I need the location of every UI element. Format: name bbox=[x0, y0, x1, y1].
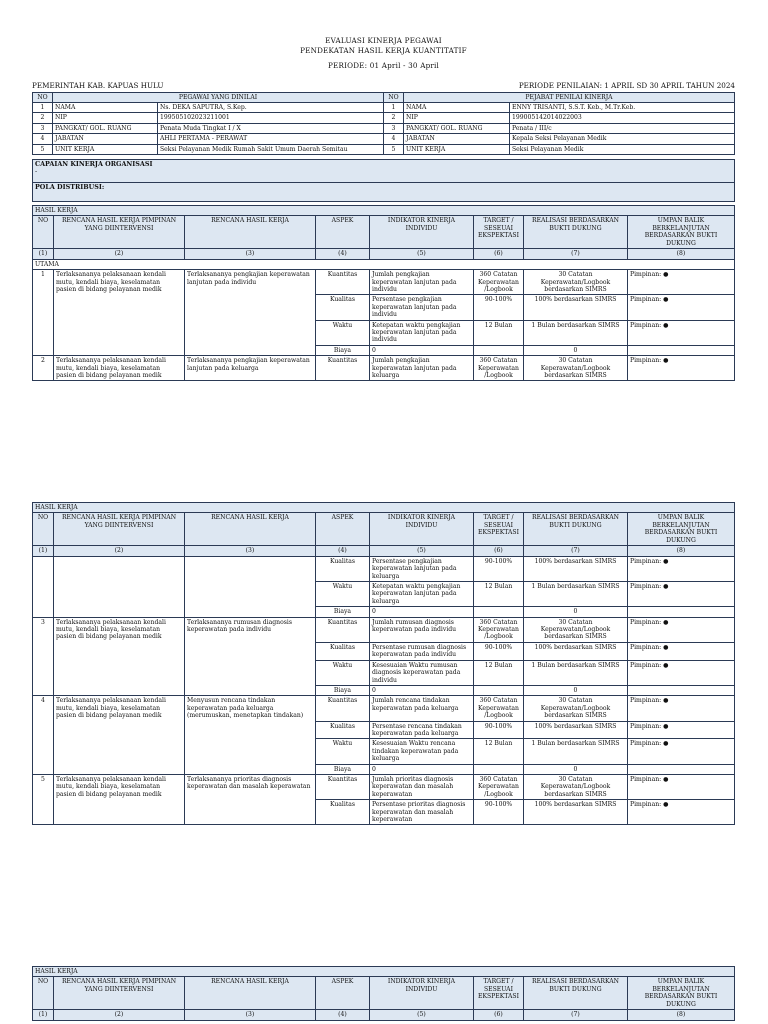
column-header: TARGET / SESEUAI EKSPEKTASI bbox=[474, 977, 524, 1010]
realisasi-cell: 30 Catatan Keperawatan/Logbook berdasarkan SIMRS bbox=[524, 774, 628, 799]
column-header: RENCANA HASIL KERJA PIMPINAN YANG DIINTERVENSI bbox=[54, 216, 185, 249]
column-header: ASPEK bbox=[316, 216, 370, 249]
rhk-pimpinan-cell: Terlaksananya pelaksanaan kendali mutu, kendali biaya, keselamatan pasien di bidang pelayanan medik bbox=[54, 617, 185, 696]
indikator-cell: 0 bbox=[370, 345, 474, 355]
rhk-pimpinan-cell: Terlaksananya pelaksanaan kendali mutu, kendali biaya, keselamatan pasien di bidang pelayanan medik bbox=[54, 356, 185, 381]
info-no: 3 bbox=[33, 123, 53, 133]
pejabat-value: Penata / III/c bbox=[510, 123, 735, 133]
info-label: JABATAN bbox=[53, 134, 158, 144]
aspek-cell: Kualitas bbox=[316, 800, 370, 825]
info-row bbox=[33, 102, 735, 112]
column-header: INDIKATOR KINERJA INDIVIDU bbox=[370, 216, 474, 249]
target-cell bbox=[474, 607, 524, 617]
rhk-cell: Terlaksananya pengkajian keperawatan lanjutan pada individu bbox=[185, 270, 316, 356]
government-label: PEMERINTAH KAB. KAPUAS HULU bbox=[32, 80, 164, 90]
section-title: HASIL KERJA bbox=[33, 503, 735, 513]
column-number: (6) bbox=[474, 1010, 524, 1020]
aspek-cell: Waktu bbox=[316, 320, 370, 345]
info-no: 1 bbox=[384, 102, 404, 112]
indikator-cell: Jumlah pengkajian keperawatan lanjutan pada keluarga bbox=[370, 356, 474, 381]
column-header: REALISASI BERDASARKAN BUKTI DUKUNG bbox=[524, 977, 628, 1010]
realisasi-cell: 100% berdasarkan SIMRS bbox=[524, 721, 628, 739]
item-no: 2 bbox=[33, 356, 54, 381]
column-header: RENCANA HASIL KERJA bbox=[185, 513, 316, 546]
umpan-balik-cell: Pimpinan: ● bbox=[628, 295, 735, 320]
realisasi-cell: 1 Bulan berdasarkan SIMRS bbox=[524, 660, 628, 685]
column-header: ASPEK bbox=[316, 977, 370, 1010]
hasil-kerja-table-2 bbox=[32, 502, 735, 825]
pejabat-value: 199005142014022003 bbox=[510, 113, 735, 123]
pegawai-value: Penata Muda Tingkat I / X bbox=[158, 123, 384, 133]
column-header: RENCANA HASIL KERJA bbox=[185, 216, 316, 249]
aspek-cell: Kuantitas bbox=[316, 617, 370, 642]
column-number: (8) bbox=[628, 249, 735, 259]
info-label: UNIT KERJA bbox=[53, 144, 158, 154]
realisasi-cell: 0 bbox=[524, 607, 628, 617]
column-number: (5) bbox=[370, 546, 474, 556]
no-header: NO bbox=[33, 92, 53, 102]
column-header: UMPAN BALIK BERKELANJUTAN BERDASARKAN BUKTI DUKUNG bbox=[628, 216, 735, 249]
column-number: (6) bbox=[474, 546, 524, 556]
hasil-kerja-table-1 bbox=[32, 205, 735, 382]
column-header: UMPAN BALIK BERKELANJUTAN BERDASARKAN BUKTI DUKUNG bbox=[628, 513, 735, 546]
periode-label: PERIODE: 01 April - 30 April bbox=[327, 61, 440, 70]
column-header: INDIKATOR KINERJA INDIVIDU bbox=[370, 977, 474, 1010]
rhk-cell: Terlaksananya pengkajian keperawatan lanjutan pada keluarga bbox=[185, 356, 316, 381]
column-number: (4) bbox=[316, 249, 370, 259]
info-label: PANGKAT/ GOL. RUANG bbox=[53, 123, 158, 133]
item-no: 3 bbox=[33, 617, 54, 696]
indikator-cell: Ketepatan waktu pengkajian keperawatan lanjutan pada individu bbox=[370, 320, 474, 345]
pejabat-header: PEJABAT PENILAI KINERJA bbox=[404, 92, 735, 102]
umpan-balik-cell: Pimpinan: ● bbox=[628, 642, 735, 660]
info-label: PANGKAT/ GOL. RUANG bbox=[404, 123, 510, 133]
header-line bbox=[32, 81, 735, 90]
column-number: (3) bbox=[185, 1010, 316, 1020]
column-header: UMPAN BALIK BERKELANJUTAN BERDASARKAN BUKTI DUKUNG bbox=[628, 977, 735, 1010]
umpan-balik-cell: Pimpinan: ● bbox=[628, 270, 735, 295]
realisasi-cell: 100% berdasarkan SIMRS bbox=[524, 556, 628, 581]
info-label: NAMA bbox=[53, 102, 158, 112]
info-no: 4 bbox=[384, 134, 404, 144]
indikator-cell: Persentase prioritas diagnosis keperawatan dan masalah keperawatan bbox=[370, 800, 474, 825]
column-header: NO bbox=[33, 216, 54, 249]
column-number: (4) bbox=[316, 1010, 370, 1020]
capaian-value: - bbox=[35, 167, 38, 176]
target-cell: 360 Catatan Keperawatan /Logbook bbox=[474, 356, 524, 381]
column-number: (2) bbox=[54, 1010, 185, 1020]
item-no: 5 bbox=[33, 774, 54, 824]
doc-title: EVALUASI KINERJA PEGAWAI bbox=[325, 36, 442, 45]
umpan-balik-cell bbox=[628, 345, 735, 355]
column-number: (4) bbox=[316, 546, 370, 556]
column-number: (3) bbox=[185, 249, 316, 259]
pegawai-value: AHLI PERTAMA - PERAWAT bbox=[158, 134, 384, 144]
umpan-balik-cell: Pimpinan: ● bbox=[628, 721, 735, 739]
realisasi-cell: 0 bbox=[524, 685, 628, 695]
realisasi-cell: 100% berdasarkan SIMRS bbox=[524, 642, 628, 660]
table-row bbox=[33, 556, 735, 581]
aspek-cell: Kualitas bbox=[316, 642, 370, 660]
column-number: (7) bbox=[524, 546, 628, 556]
indikator-cell: Persentase rencana tindakan keperawatan pada keluarga bbox=[370, 721, 474, 739]
aspek-cell: Kualitas bbox=[316, 721, 370, 739]
umpan-balik-cell bbox=[628, 607, 735, 617]
capaian-organisasi: CAPAIAN KINERJA ORGANISASI - bbox=[33, 159, 735, 182]
umpan-balik-cell: Pimpinan: ● bbox=[628, 617, 735, 642]
rhk-cell: Terlaksananya prioritas diagnosis keperawatan dan masalah keperawatan bbox=[185, 774, 316, 824]
target-cell: 360 Catatan Keperawatan /Logbook bbox=[474, 774, 524, 799]
target-cell: 12 Bulan bbox=[474, 582, 524, 607]
table-row bbox=[33, 617, 735, 642]
aspek-cell: Waktu bbox=[316, 660, 370, 685]
aspek-cell: Kuantitas bbox=[316, 696, 370, 721]
table-row bbox=[33, 774, 735, 799]
rhk-cell bbox=[185, 556, 316, 617]
column-number: (8) bbox=[628, 1010, 735, 1020]
indikator-cell: Jumlah prioritas diagnosis keperawatan dan masalah keperawatan bbox=[370, 774, 474, 799]
indikator-cell: Jumlah pengkajian keperawatan lanjutan pada individu bbox=[370, 270, 474, 295]
indikator-cell: Ketepatan waktu pengkajian keperawatan lanjutan pada keluarga bbox=[370, 582, 474, 607]
info-table bbox=[32, 92, 735, 155]
target-cell: 12 Bulan bbox=[474, 320, 524, 345]
realisasi-cell: 0 bbox=[524, 345, 628, 355]
realisasi-cell: 0 bbox=[524, 764, 628, 774]
info-label: NIP bbox=[53, 113, 158, 123]
umpan-balik-cell: Pimpinan: ● bbox=[628, 696, 735, 721]
aspek-cell: Kuantitas bbox=[316, 270, 370, 295]
column-number: (8) bbox=[628, 546, 735, 556]
target-cell bbox=[474, 685, 524, 695]
realisasi-cell: 1 Bulan berdasarkan SIMRS bbox=[524, 320, 628, 345]
document-header bbox=[32, 36, 735, 71]
umpan-balik-cell: Pimpinan: ● bbox=[628, 739, 735, 764]
rhk-cell: Menyusun rencana tindakan keperawatan pada keluarga (merumuskan, menetapkan tindakan) bbox=[185, 696, 316, 775]
column-header: RENCANA HASIL KERJA PIMPINAN YANG DIINTERVENSI bbox=[54, 513, 185, 546]
pejabat-value: Kepala Seksi Pelayanan Medik bbox=[510, 134, 735, 144]
doc-subtitle: PENDEKATAN HASIL KERJA KUANTITATIF bbox=[300, 45, 467, 55]
column-header: ASPEK bbox=[316, 513, 370, 546]
table-row bbox=[33, 270, 735, 295]
aspek-cell: Kualitas bbox=[316, 295, 370, 320]
section-title: HASIL KERJA bbox=[33, 205, 735, 215]
column-header: RENCANA HASIL KERJA bbox=[185, 977, 316, 1010]
umpan-balik-cell: Pimpinan: ● bbox=[628, 582, 735, 607]
info-row bbox=[33, 113, 735, 123]
info-label: NAMA bbox=[404, 102, 510, 112]
assessment-period: PERIODE PENILAIAN: 1 APRIL SD 30 APRIL TAHUN 2024 bbox=[518, 80, 735, 90]
info-no: 3 bbox=[384, 123, 404, 133]
info-row bbox=[33, 134, 735, 144]
indikator-cell: Jumlah rumusan diagnosis keperawatan pada individu bbox=[370, 617, 474, 642]
pejabat-value: Seksi Pelayanan Medik bbox=[510, 144, 735, 154]
info-label: JABATAN bbox=[404, 134, 510, 144]
table-row bbox=[33, 696, 735, 721]
info-no: 4 bbox=[33, 134, 53, 144]
umpan-balik-cell: Pimpinan: ● bbox=[628, 800, 735, 825]
column-header: NO bbox=[33, 513, 54, 546]
column-header: REALISASI BERDASARKAN BUKTI DUKUNG bbox=[524, 216, 628, 249]
info-no: 5 bbox=[33, 144, 53, 154]
utama-label: UTAMA bbox=[33, 259, 735, 269]
aspek-cell: Kuantitas bbox=[316, 774, 370, 799]
pejabat-value: ENNY TRISANTI, S.S.T. Keb., M.Tr.Keb. bbox=[510, 102, 735, 112]
page-2 bbox=[32, 502, 735, 825]
target-cell: 90-100% bbox=[474, 721, 524, 739]
umpan-balik-cell: Pimpinan: ● bbox=[628, 774, 735, 799]
info-no: 5 bbox=[384, 144, 404, 154]
info-no: 1 bbox=[33, 102, 53, 112]
target-cell: 90-100% bbox=[474, 556, 524, 581]
aspek-cell: Biaya bbox=[316, 345, 370, 355]
target-cell: 360 Catatan Keperawatan /Logbook bbox=[474, 270, 524, 295]
pegawai-value: Seksi Pelayanan Medik Rumah Sakit Umum Daerah Semitau bbox=[158, 144, 384, 154]
umpan-balik-cell: Pimpinan: ● bbox=[628, 556, 735, 581]
info-label: UNIT KERJA bbox=[404, 144, 510, 154]
umpan-balik-cell: Pimpinan: ● bbox=[628, 356, 735, 381]
pegawai-header: PEGAWAI YANG DINILAI bbox=[53, 92, 384, 102]
column-number: (2) bbox=[54, 249, 185, 259]
column-header: INDIKATOR KINERJA INDIVIDU bbox=[370, 513, 474, 546]
column-header: RENCANA HASIL KERJA PIMPINAN YANG DIINTERVENSI bbox=[54, 977, 185, 1010]
pegawai-value: Ns. DEKA SAPUTRA, S.Kep. bbox=[158, 102, 384, 112]
column-number: (3) bbox=[185, 546, 316, 556]
column-number: (5) bbox=[370, 249, 474, 259]
column-header: REALISASI BERDASARKAN BUKTI DUKUNG bbox=[524, 513, 628, 546]
indikator-cell: Persentase rumusan diagnosis keperawatan pada individu bbox=[370, 642, 474, 660]
column-number: (7) bbox=[524, 1010, 628, 1020]
realisasi-cell: 100% berdasarkan SIMRS bbox=[524, 800, 628, 825]
indikator-cell: Persentase pengkajian keperawatan lanjutan pada individu bbox=[370, 295, 474, 320]
target-cell: 12 Bulan bbox=[474, 739, 524, 764]
target-cell: 90-100% bbox=[474, 295, 524, 320]
info-no: 2 bbox=[384, 113, 404, 123]
realisasi-cell: 30 Catatan Keperawatan/Logbook berdasarkan SIMRS bbox=[524, 617, 628, 642]
column-header: TARGET / SESEUAI EKSPEKTASI bbox=[474, 216, 524, 249]
umpan-balik-cell: Pimpinan: ● bbox=[628, 320, 735, 345]
rhk-pimpinan-cell: Terlaksananya pelaksanaan kendali mutu, kendali biaya, keselamatan pasien di bidang pelayanan medik bbox=[54, 270, 185, 356]
aspek-cell: Kualitas bbox=[316, 556, 370, 581]
target-cell: 360 Catatan Keperawatan /Logbook bbox=[474, 617, 524, 642]
column-number: (1) bbox=[33, 249, 54, 259]
target-cell: 90-100% bbox=[474, 800, 524, 825]
pegawai-value: 199505102023211001 bbox=[158, 113, 384, 123]
indikator-cell: Persentase pengkajian keperawatan lanjutan pada keluarga bbox=[370, 556, 474, 581]
page-3 bbox=[32, 966, 735, 1021]
rhk-cell: Terlaksananya rumusan diagnosis keperawatan pada individu bbox=[185, 617, 316, 696]
realisasi-cell: 30 Catatan Keperawatan/Logbook berdasarkan SIMRS bbox=[524, 356, 628, 381]
section-title: HASIL KERJA bbox=[33, 967, 735, 977]
no-header: NO bbox=[384, 92, 404, 102]
column-number: (5) bbox=[370, 1010, 474, 1020]
column-number: (2) bbox=[54, 546, 185, 556]
target-cell: 360 Catatan Keperawatan /Logbook bbox=[474, 696, 524, 721]
rhk-pimpinan-cell bbox=[54, 556, 185, 617]
indikator-cell: Jumlah rencana tindakan keperawatan pada keluarga bbox=[370, 696, 474, 721]
column-number: (6) bbox=[474, 249, 524, 259]
column-number: (1) bbox=[33, 1010, 54, 1020]
page-1 bbox=[32, 36, 735, 381]
item-no: 1 bbox=[33, 270, 54, 356]
realisasi-cell: 1 Bulan berdasarkan SIMRS bbox=[524, 739, 628, 764]
umpan-balik-cell bbox=[628, 764, 735, 774]
item-no bbox=[33, 556, 54, 617]
rhk-pimpinan-cell: Terlaksananya pelaksanaan kendali mutu, kendali biaya, keselamatan pasien di bidang pelayanan medik bbox=[54, 774, 185, 824]
table-row bbox=[33, 356, 735, 381]
umpan-balik-cell bbox=[628, 685, 735, 695]
hasil-kerja-table-3 bbox=[32, 966, 735, 1021]
aspek-cell: Biaya bbox=[316, 685, 370, 695]
aspek-cell: Biaya bbox=[316, 607, 370, 617]
pola-distribusi: POLA DISTRIBUSI: bbox=[33, 182, 735, 201]
umpan-balik-cell: Pimpinan: ● bbox=[628, 660, 735, 685]
org-table bbox=[32, 159, 735, 202]
realisasi-cell: 30 Catatan Keperawatan/Logbook berdasarkan SIMRS bbox=[524, 696, 628, 721]
column-number: (1) bbox=[33, 546, 54, 556]
item-no: 4 bbox=[33, 696, 54, 775]
realisasi-cell: 30 Catatan Keperawatan/Logbook berdasarkan SIMRS bbox=[524, 270, 628, 295]
indikator-cell: Kesesuaian Waktu rencana tindakan keperawatan pada keluarga bbox=[370, 739, 474, 764]
column-number: (7) bbox=[524, 249, 628, 259]
info-row bbox=[33, 123, 735, 133]
target-cell: 90-100% bbox=[474, 642, 524, 660]
realisasi-cell: 100% berdasarkan SIMRS bbox=[524, 295, 628, 320]
aspek-cell: Biaya bbox=[316, 764, 370, 774]
rhk-pimpinan-cell: Terlaksananya pelaksanaan kendali mutu, kendali biaya, keselamatan pasien di bidang pelayanan medik bbox=[54, 696, 185, 775]
indikator-cell: 0 bbox=[370, 685, 474, 695]
info-label: NIP bbox=[404, 113, 510, 123]
indikator-cell: 0 bbox=[370, 607, 474, 617]
column-header: TARGET / SESEUAI EKSPEKTASI bbox=[474, 513, 524, 546]
info-row bbox=[33, 144, 735, 154]
target-cell bbox=[474, 345, 524, 355]
indikator-cell: 0 bbox=[370, 764, 474, 774]
aspek-cell: Kuantitas bbox=[316, 356, 370, 381]
target-cell bbox=[474, 764, 524, 774]
target-cell: 12 Bulan bbox=[474, 660, 524, 685]
info-no: 2 bbox=[33, 113, 53, 123]
realisasi-cell: 1 Bulan berdasarkan SIMRS bbox=[524, 582, 628, 607]
aspek-cell: Waktu bbox=[316, 582, 370, 607]
column-header: NO bbox=[33, 977, 54, 1010]
indikator-cell: Kesesuaian Waktu rumusan diagnosis keperawatan pada individu bbox=[370, 660, 474, 685]
aspek-cell: Waktu bbox=[316, 739, 370, 764]
